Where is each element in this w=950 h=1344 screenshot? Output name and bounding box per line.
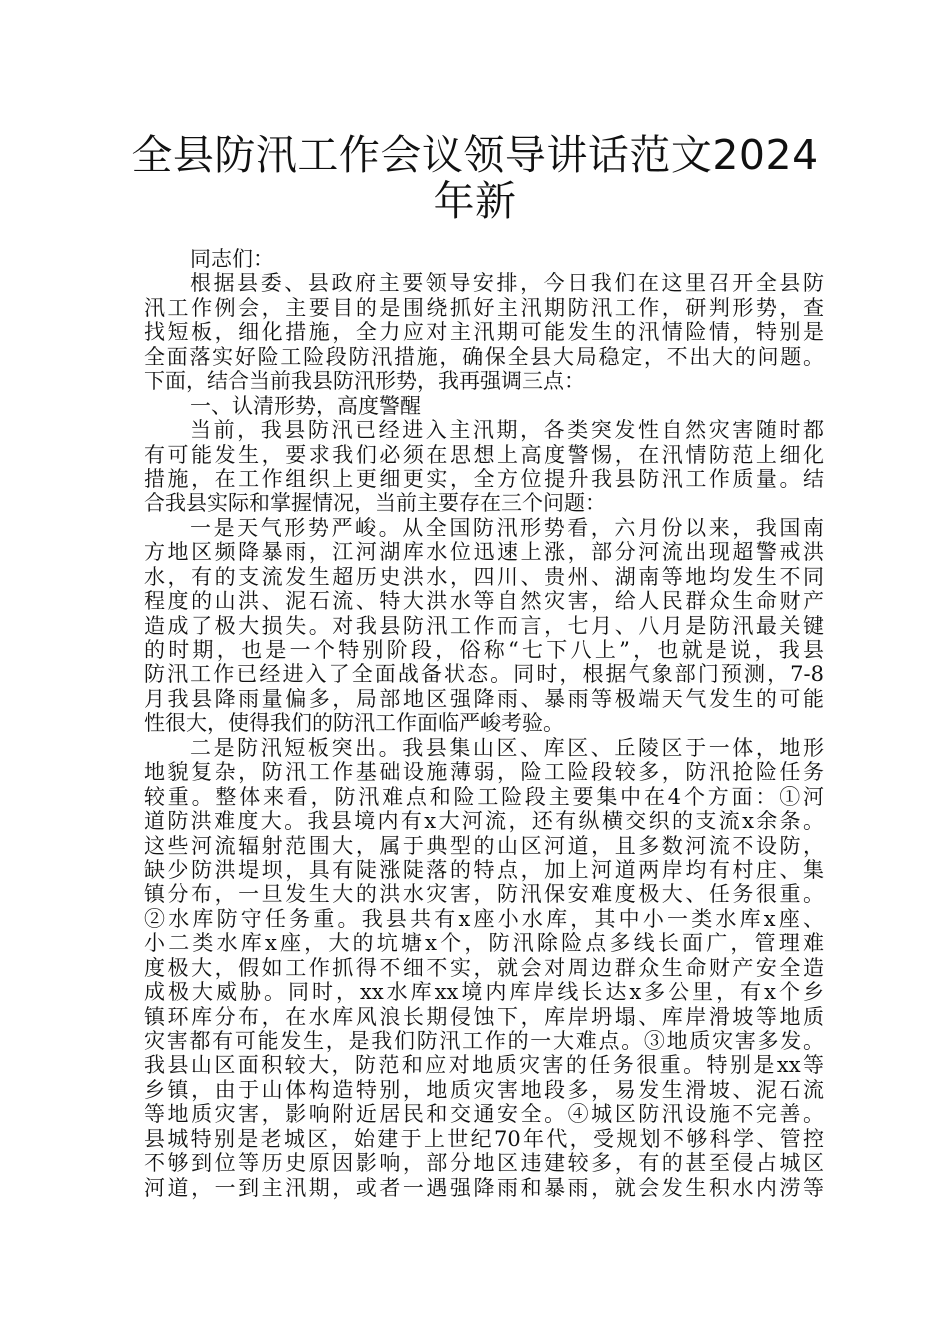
body-line: 等地质灾害，影响附近居民和交通安全。④城区防汛设施不完善。	[144, 1102, 824, 1127]
body-line: 灾害都有可能发生，是我们防汛工作的一大难点。③地质灾害多发。	[144, 1029, 824, 1053]
body-line: 县城特别是老城区，始建于上世纪70年代，受规划不够科学、管控	[144, 1126, 824, 1151]
document-title-line-1: 全县防汛工作会议领导讲话范文2024	[131, 131, 819, 179]
body-line: 镇环库分布，在水库风浪长期侵蚀下，库岸坍塌、库岸滑坡等地质	[144, 1004, 824, 1029]
body-line: 地貌复杂，防汛工作基础设施薄弱，险工险段较多，防汛抢险任务	[144, 760, 824, 785]
body-line: 这些河流辐射范围大，属于典型的山区河道，且多数河流不设防，	[144, 833, 824, 858]
body-line: 河道，一到主汛期，或者一遇强降雨和暴雨，就会发生积水内涝等	[144, 1175, 824, 1200]
body-line: 程度的山洪、泥石流、特大洪水等自然灾害，给人民群众生命财产	[144, 589, 824, 614]
body-line: 方地区频降暴雨，江河湖库水位迅速上涨，部分河流出现超警戒洪	[144, 540, 824, 565]
body-line: 水，有的支流发生超历史洪水，四川、贵州、湖南等地均发生不同	[144, 564, 824, 589]
body-line: 根据县委、县政府主要领导安排，今日我们在这里召开全县防	[190, 271, 824, 296]
body-line: 性很大，使得我们的防汛工作面临严峻考验。	[144, 711, 564, 736]
document-title-line-2: 年新	[433, 177, 517, 225]
body-line: 成极大威胁。同时，xx水库xx境内库岸线长达x多公里，有x个乡	[144, 980, 824, 1005]
document-body	[144, 247, 824, 1200]
body-line: 月我县降雨量偏多，局部地区强降雨、暴雨等极端天气发生的可能	[144, 686, 824, 711]
body-line: 我县山区面积较大，防范和应对地质灾害的任务很重。特别是xx等	[144, 1053, 824, 1078]
body-line: 一、认清形势，高度警醒	[190, 393, 421, 418]
body-line: 汛工作例会，主要目的是围绕抓好主汛期防汛工作，研判形势，查	[144, 295, 824, 320]
body-line: ②水库防守任务重。我县共有x座小水库，其中小一类水库x座、	[144, 906, 824, 931]
body-line: 镇分布，一旦发生大的洪水灾害，防汛保安难度极大、任务很重。	[144, 882, 824, 907]
body-line: 造成了极大损失。对我县防汛工作而言，七月、八月是防汛最关键	[144, 613, 824, 638]
body-line: 找短板，细化措施，全力应对主汛期可能发生的汛情险情，特别是	[144, 320, 824, 345]
body-line: 缺少防洪堤坝，具有陡涨陡落的特点，加上河道两岸均有村庄、集	[144, 857, 824, 882]
body-line: 不够到位等历史原因影响，部分地区违建较多，有的甚至侵占城区	[144, 1151, 824, 1176]
body-line: 当前，我县防汛已经进入主汛期，各类突发性自然灾害随时都	[190, 418, 824, 443]
body-line: 的时期，也是一个特别阶段，俗称“七下八上”，也就是说，我县	[144, 638, 824, 662]
body-line: 下面，结合当前我县防汛形势，我再强调三点：	[144, 369, 585, 394]
body-line: 二是防汛短板突出。我县集山区、库区、丘陵区于一体，地形	[190, 735, 824, 760]
body-line: 乡镇，由于山体构造特别，地质灾害地段多，易发生滑坡、泥石流	[144, 1077, 824, 1102]
body-line: 同志们：	[190, 247, 274, 271]
body-line: 有可能发生，要求我们必须在思想上高度警惕，在汛情防范上细化	[144, 442, 824, 467]
body-line: 合我县实际和掌握情况，当前主要存在三个问题：	[144, 491, 606, 516]
body-line: 全面落实好险工险段防汛措施，确保全县大局稳定，不出大的问题。	[144, 344, 824, 369]
body-line: 一是天气形势严峻。从全国防汛形势看，六月份以来，我国南	[190, 515, 824, 540]
body-line: 防汛工作已经进入了全面战备状态。同时，根据气象部门预测，7-8	[144, 662, 824, 687]
body-line: 较重。整体来看，防汛难点和险工险段主要集中在4个方面：①河	[144, 784, 824, 809]
body-line: 度极大，假如工作抓得不细不实，就会对周边群众生命财产安全造	[144, 955, 824, 980]
body-line: 小二类水库x座，大的坑塘x个，防汛除险点多线长面广，管理难	[144, 931, 824, 956]
body-line: 措施，在工作组织上更细更实，全方位提升我县防汛工作质量。结	[144, 466, 824, 491]
body-line: 道防洪难度大。我县境内有x大河流，还有纵横交织的支流x余条。	[144, 809, 824, 834]
